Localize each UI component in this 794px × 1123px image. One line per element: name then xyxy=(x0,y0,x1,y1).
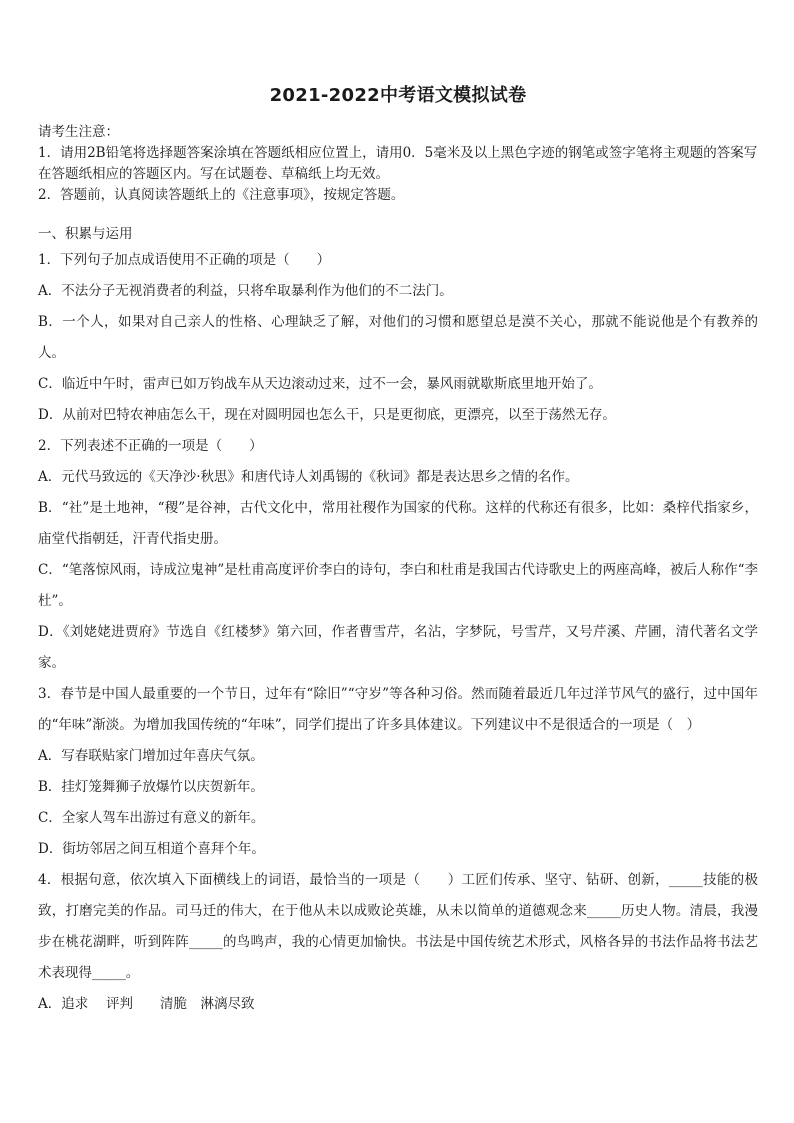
option-a: A．元代马致远的《天净沙·秋思》和唐代诗人刘禹锡的《秋词》都是表达思乡之情的名作。 xyxy=(38,469,579,485)
option-c: C．临近中午时，雷声已如万钧战车从天边滚动过来，过不一会，暴风雨就歇斯底里地开始了。 xyxy=(38,376,602,392)
option-c: C．“笔落惊风雨，诗成泣鬼神”是杜甫高度评价李白的诗句，李白和杜甫是我国古代诗歌史上的两座高峰，被后人称作“李杜”。 xyxy=(38,562,758,609)
section-heading: 一、积累与运用 xyxy=(38,226,133,242)
option-a: A．不法分子无视消费者的利益，只将牟取暴利作为他们的不二法门。 xyxy=(38,283,453,299)
question-stem: 1．下列句子加点成语使用不正确的项是（ ） xyxy=(38,252,331,268)
question-stem: 4．根据句意，依次填入下面横线上的词语，最恰当的一项是（ ）工匠们传承、坚守、钻研、创新，_____技能的极致，打磨完美的作品。司马迁的伟大，在于他从未以成败论英雄，从未以简单的道德观念来_____历史人物。清晨，我漫步在桃花湖畔，听到阵阵_____的鸟鸣声，我的心情更加愉快。书法是中国传统艺术形式，风格各异的书法作品将书法艺术表现得_____。 xyxy=(38,872,758,981)
question-4 xyxy=(38,865,758,1020)
notice-heading: 请考生注意： xyxy=(38,124,119,140)
option-a: A．追求 评判 清脆 淋漓尽致 xyxy=(38,996,255,1012)
question-3 xyxy=(38,679,758,865)
exam-page xyxy=(38,84,758,1020)
option-d: D．街坊邻居之间互相道个喜拜个年。 xyxy=(38,841,265,857)
page-title: 2021-2022中考语文模拟试卷 xyxy=(269,85,527,106)
question-1 xyxy=(38,245,758,431)
option-b: B．挂灯笼舞狮子放爆竹以庆贺新年。 xyxy=(38,779,264,795)
question-stem: 3．春节是中国人最重要的一个节日，过年有“除旧”“守岁”等各种习俗。然而随着最近几年过洋节风气的盛行，过中国年的“年味”渐淡。为增加我国传统的“年味”，同学们提出了许多具体建议。下列建议中不是很适合的一项是（ ） xyxy=(38,686,758,733)
option-b: B．一个人，如果对自己亲人的性格、心理缺乏了解，对他们的习惯和愿望总是漠不关心，那就不能说他是个有教养的人。 xyxy=(38,314,758,361)
notice-item: 1．请用2B铅笔将选择题答案涂填在答题纸相应位置上，请用0．5毫米及以上黑色字迹的钢笔或签字笔将主观题的答案写在答题纸相应的答题区内。写在试题卷、草稿纸上均无效。 xyxy=(38,145,758,182)
option-a: A．写春联贴家门增加过年喜庆气氛。 xyxy=(38,748,264,764)
option-b: B．“社”是土地神，“稷”是谷神，古代文化中，常用社稷作为国家的代称。这样的代称还有很多，比如：桑梓代指家乡，庙堂代指朝廷，汗青代指史册。 xyxy=(38,500,758,547)
option-d: D．从前对巴特农神庙怎么干，现在对圆明园也怎么干，只是更彻底，更漂亮，以至于荡然无存。 xyxy=(38,407,616,423)
option-c: C．全家人驾车出游过有意义的新年。 xyxy=(38,810,265,826)
notice-item: 2．答题前，认真阅读答题纸上的《注意事项》，按规定答题。 xyxy=(38,187,405,203)
option-d: D．《刘姥姥进贾府》节选自《红楼梦》第六回，作者曹雪芹，名沾，字梦阮，号雪芹，又号芹溪、芹圃，清代著名文学家。 xyxy=(38,624,758,671)
question-stem: 2．下列表述不正确的一项是（ ） xyxy=(38,438,263,454)
question-2 xyxy=(38,431,758,679)
notice-block xyxy=(38,122,758,206)
